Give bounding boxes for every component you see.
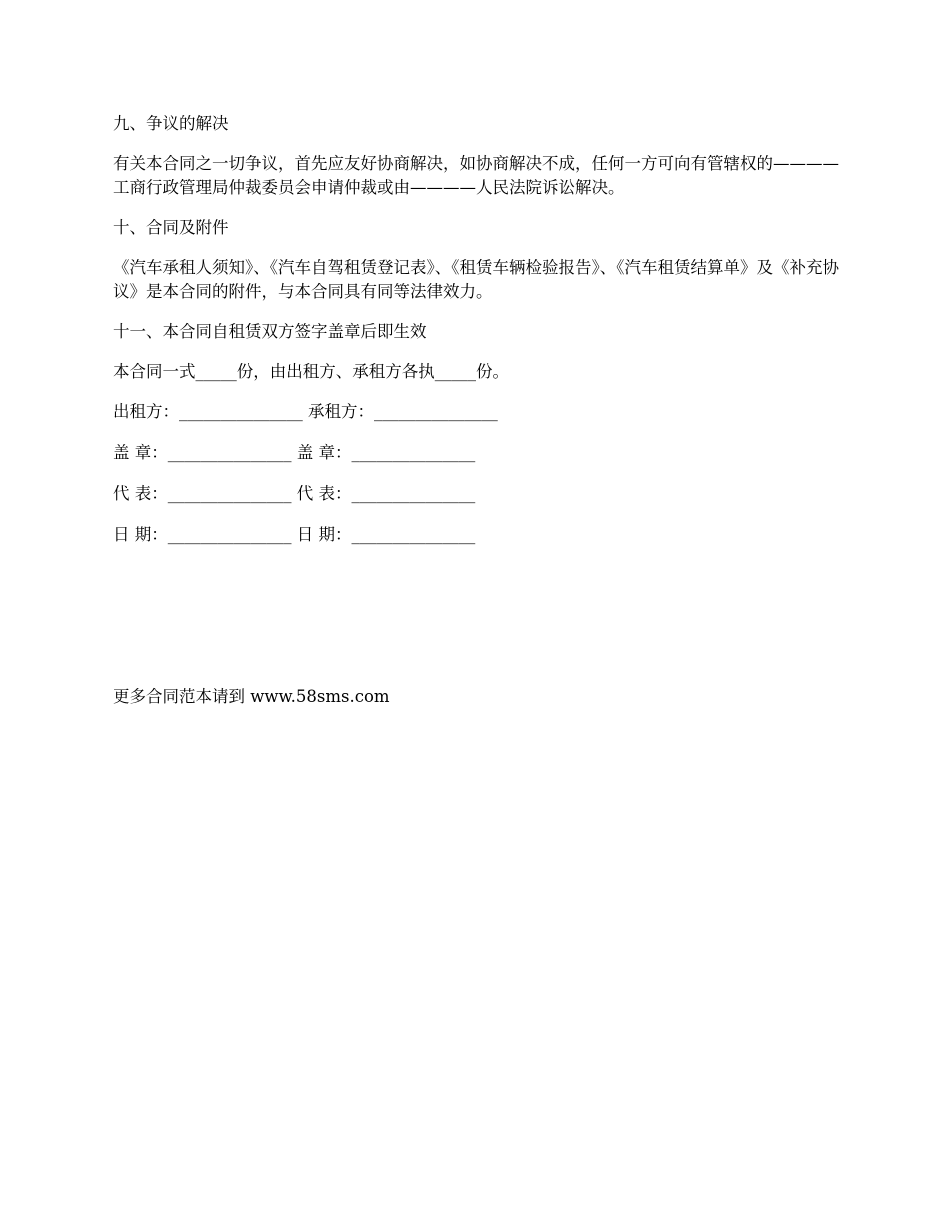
section-9-heading: 九、争议的解决 [113,114,229,133]
section-9-body: 有关本合同之一切争议，首先应友好协商解决，如协商解决不成，任何一方可向有管辖权的————工商行政管理局仲裁委员会申请仲裁或由————人民法院诉讼解决。 [113,154,839,197]
contract-page [113,112,840,564]
signature-row-date: 日 期：_______________ 日 期：_______________ [113,525,476,544]
section-10-body: 《汽车承租人须知》、《汽车自驾租赁登记表》、《租赁车辆检验报告》、《汽车租赁结算单》及《补充协议》是本合同的附件，与本合同具有同等法律效力。 [113,258,839,301]
footer-link-text: 更多合同范本请到 www.58sms.com [113,687,390,706]
copies-clause: 本合同一式_____份，由出租方、承租方各执_____份。 [113,362,509,381]
signature-row-seal: 盖 章：_______________ 盖 章：_______________ [113,443,476,462]
signature-block [113,400,840,547]
signature-row-parties: 出租方：_______________ 承租方：_______________ [113,402,498,421]
signature-row-representative: 代 表：_______________ 代 表：_______________ [113,484,476,503]
section-11-heading: 十一、本合同自租赁双方签字盖章后即生效 [113,322,427,341]
section-10-heading: 十、合同及附件 [113,218,229,237]
